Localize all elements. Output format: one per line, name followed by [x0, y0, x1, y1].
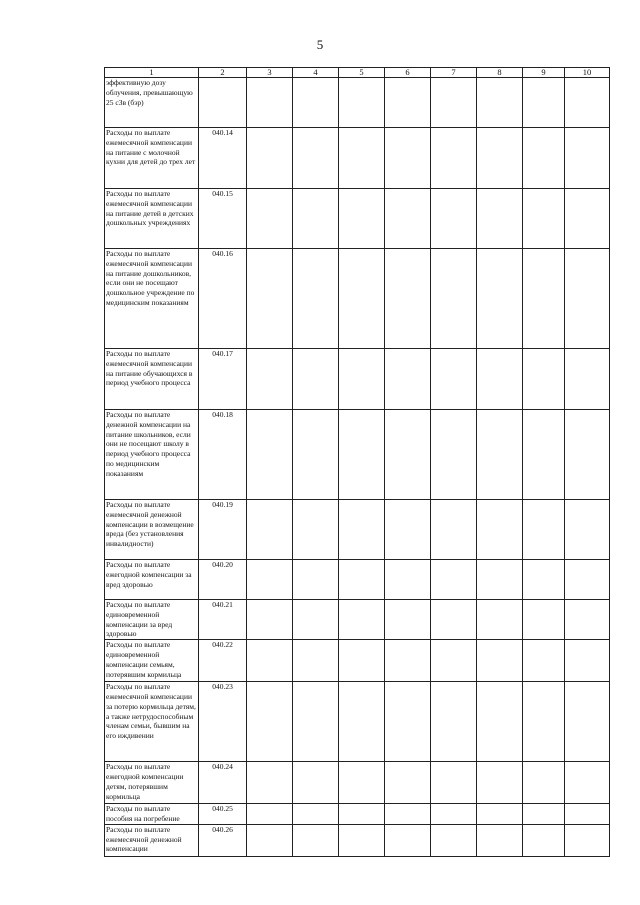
report-table [104, 67, 610, 857]
cell [293, 500, 339, 560]
cell [247, 249, 293, 349]
cell [339, 682, 385, 762]
cell [293, 410, 339, 500]
table-row [105, 500, 610, 560]
cell [339, 560, 385, 600]
cell [477, 349, 523, 410]
row-code: 040.23 [199, 682, 247, 762]
cell [565, 189, 610, 249]
row-name: Расходы по выплате единовременной компенсации за вред здоровью [105, 600, 199, 640]
cell [523, 189, 565, 249]
cell [523, 804, 565, 825]
cell [339, 78, 385, 128]
cell [431, 78, 477, 128]
cell [523, 640, 565, 682]
cell [293, 600, 339, 640]
row-code: 040.14 [199, 128, 247, 189]
column-header-5: 5 [339, 68, 385, 78]
cell [523, 349, 565, 410]
row-name: Расходы по выплате ежемесячной компенсации на питание обучающихся в период учебного процесса [105, 349, 199, 410]
cell [247, 349, 293, 410]
cell [477, 128, 523, 189]
table-row [105, 640, 610, 682]
row-code [199, 78, 247, 128]
cell [385, 189, 431, 249]
column-header-8: 8 [477, 68, 523, 78]
cell [431, 804, 477, 825]
cell [431, 640, 477, 682]
header-row [105, 68, 610, 78]
cell [523, 78, 565, 128]
cell [339, 349, 385, 410]
table-row [105, 560, 610, 600]
cell [293, 804, 339, 825]
cell [385, 349, 431, 410]
cell [339, 128, 385, 189]
row-name: Расходы по выплате единовременной компенсации семьям, потерявшим кормильца [105, 640, 199, 682]
row-name: Расходы по выплате ежемесячной денежной компенсации [105, 824, 199, 856]
column-header-1: 1 [105, 68, 199, 78]
cell [565, 640, 610, 682]
cell [523, 500, 565, 560]
cell [477, 249, 523, 349]
table-row [105, 349, 610, 410]
cell [293, 128, 339, 189]
cell [477, 762, 523, 804]
cell [247, 78, 293, 128]
cell [565, 682, 610, 762]
cell [247, 762, 293, 804]
cell [523, 560, 565, 600]
cell [477, 560, 523, 600]
cell [339, 600, 385, 640]
cell [247, 189, 293, 249]
cell [247, 682, 293, 762]
cell [293, 349, 339, 410]
cell [477, 824, 523, 856]
cell [523, 824, 565, 856]
cell [523, 128, 565, 189]
cell [293, 762, 339, 804]
cell [385, 249, 431, 349]
row-code: 040.16 [199, 249, 247, 349]
cell [477, 804, 523, 825]
cell [431, 500, 477, 560]
cell [247, 600, 293, 640]
row-name: Расходы по выплате ежемесячной компенсации за потерю кормильца детям, а также нетрудоспособным членам семьи, бывшим на его иждивении [105, 682, 199, 762]
cell [523, 762, 565, 804]
table-row [105, 249, 610, 349]
row-code: 040.26 [199, 824, 247, 856]
cell [565, 824, 610, 856]
cell [431, 410, 477, 500]
row-code: 040.15 [199, 189, 247, 249]
cell [431, 560, 477, 600]
cell [247, 410, 293, 500]
cell [565, 804, 610, 825]
cell [339, 762, 385, 804]
column-header-9: 9 [523, 68, 565, 78]
cell [477, 500, 523, 560]
cell [477, 600, 523, 640]
cell [247, 640, 293, 682]
row-code: 040.21 [199, 600, 247, 640]
row-name: Расходы по выплате ежемесячной денежной компенсации в возмещение вреда (без установления инвалидности) [105, 500, 199, 560]
table-row [105, 410, 610, 500]
row-name: Расходы по выплате денежной компенсации на питание школьников, если они не посещают школу в период учебного процесса по медицинским показаниям [105, 410, 199, 500]
cell [565, 560, 610, 600]
cell [431, 249, 477, 349]
row-code: 040.22 [199, 640, 247, 682]
table-row [105, 78, 610, 128]
cell [477, 682, 523, 762]
cell [339, 249, 385, 349]
cell [431, 824, 477, 856]
cell [385, 640, 431, 682]
cell [523, 410, 565, 500]
cell [293, 640, 339, 682]
table-row [105, 600, 610, 640]
row-code: 040.19 [199, 500, 247, 560]
row-code: 040.17 [199, 349, 247, 410]
cell [247, 560, 293, 600]
row-name: Расходы по выплате ежемесячной компенсации на питание с молочной кухни для детей до трех лет [105, 128, 199, 189]
table-row [105, 682, 610, 762]
row-code: 040.18 [199, 410, 247, 500]
cell [385, 600, 431, 640]
cell [431, 128, 477, 189]
table-row [105, 189, 610, 249]
cell [523, 600, 565, 640]
cell [247, 824, 293, 856]
cell [385, 762, 431, 804]
cell [431, 189, 477, 249]
row-code: 040.25 [199, 804, 247, 825]
cell [431, 762, 477, 804]
cell [247, 128, 293, 189]
cell [293, 560, 339, 600]
cell [565, 78, 610, 128]
cell [477, 189, 523, 249]
cell [477, 78, 523, 128]
cell [247, 804, 293, 825]
cell [339, 640, 385, 682]
cell [339, 410, 385, 500]
cell [565, 500, 610, 560]
cell [385, 78, 431, 128]
cell [565, 349, 610, 410]
column-header-7: 7 [431, 68, 477, 78]
cell [565, 410, 610, 500]
table-row [105, 804, 610, 825]
row-name: Расходы по выплате ежемесячной компенсации на питание дошкольников, если они не посещают дошкольное учреждение по медицинским показаниям [105, 249, 199, 349]
cell [339, 189, 385, 249]
row-code: 040.24 [199, 762, 247, 804]
cell [565, 249, 610, 349]
column-header-10: 10 [565, 68, 610, 78]
column-header-4: 4 [293, 68, 339, 78]
cell [247, 500, 293, 560]
cell [385, 682, 431, 762]
cell [385, 804, 431, 825]
cell [477, 640, 523, 682]
table-row [105, 762, 610, 804]
table-row [105, 824, 610, 856]
cell [431, 349, 477, 410]
cell [385, 824, 431, 856]
page-number: 5 [316, 37, 324, 52]
cell [339, 500, 385, 560]
cell [431, 682, 477, 762]
cell [293, 824, 339, 856]
cell [477, 410, 523, 500]
cell [339, 824, 385, 856]
cell [565, 128, 610, 189]
cell [431, 600, 477, 640]
row-name: Расходы по выплате ежегодной компенсации детям, потерявшим кормильца [105, 762, 199, 804]
cell [565, 762, 610, 804]
row-code: 040.20 [199, 560, 247, 600]
row-name: Расходы по выплате ежемесячной компенсации на питание детей в детских дошкольных учреждениях [105, 189, 199, 249]
column-header-6: 6 [385, 68, 431, 78]
cell [385, 128, 431, 189]
column-header-2: 2 [199, 68, 247, 78]
cell [385, 500, 431, 560]
cell [293, 682, 339, 762]
cell [385, 410, 431, 500]
row-name: Расходы по выплате ежегодной компенсации за вред здоровью [105, 560, 199, 600]
cell [523, 249, 565, 349]
row-name: эффективную дозу облучения, превышающую 25 сЗв (бэр) [105, 78, 199, 128]
row-name: Расходы по выплате пособия на погребение [105, 804, 199, 825]
cell [385, 560, 431, 600]
column-header-3: 3 [247, 68, 293, 78]
table-row [105, 128, 610, 189]
cell [565, 600, 610, 640]
cell [293, 249, 339, 349]
cell [339, 804, 385, 825]
cell [523, 682, 565, 762]
cell [293, 78, 339, 128]
cell [293, 189, 339, 249]
